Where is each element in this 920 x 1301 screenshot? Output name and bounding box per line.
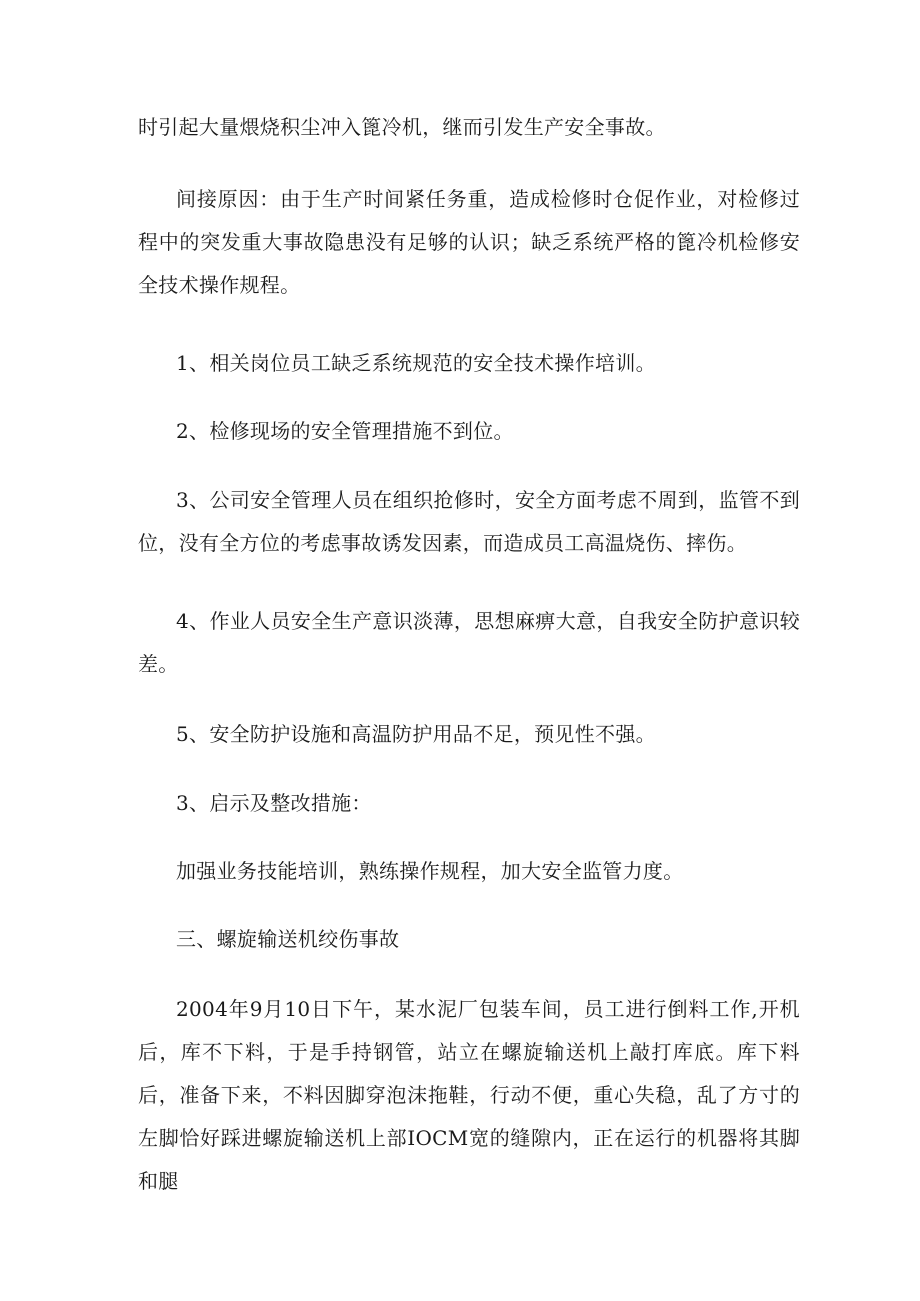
paragraph-2: 间接原因：由于生产时间紧任务重，造成检修时仓促作业，对检修过程中的突发重大事故隐患没有足够的认识；缺乏系统严格的篦冷机检修安全技术操作规程。 bbox=[138, 187, 800, 297]
paragraph-5: 3、公司安全管理人员在组织抢修时，安全方面考虑不周到，监管不到位，没有全方位的考虑事故诱发因素，而造成员工高温烧伤、摔伤。 bbox=[138, 488, 800, 555]
section-heading: 三、螺旋输送机绞伤事故 bbox=[176, 927, 400, 951]
paragraph-7: 5、安全防护设施和高温防护用品不足，预见性不强。 bbox=[176, 722, 656, 746]
paragraph-4: 2、检修现场的安全管理措施不到位。 bbox=[176, 419, 514, 443]
paragraph-3: 1、相关岗位员工缺乏系统规范的安全技术操作培训。 bbox=[176, 351, 656, 375]
paragraph-9: 加强业务技能培训，熟练操作规程，加大安全监管力度。 bbox=[176, 859, 684, 883]
paragraph-1: 时引起大量煨烧积尘冲入篦冷机，继而引发生产安全事故。 bbox=[138, 115, 666, 139]
paragraph-11: 2004年9月10日下午，某水泥厂包装车间，员工进行倒料工作,开机后，库不下料，于是手持钢管，站立在螺旋输送机上敲打库底。库下料后，准备下来，不料因脚穿泡沫拖鞋，行动不便，重心失稳，乱了方寸的左脚恰好踩进螺旋输送机上部IOCM宽的缝隙内，正在运行的机器将其脚和腿 bbox=[138, 997, 800, 1193]
paragraph-6: 4、作业人员安全生产意识淡薄，思想麻痹大意，自我安全防护意识较差。 bbox=[138, 609, 800, 676]
paragraph-8: 3、启示及整改措施： bbox=[176, 791, 372, 815]
